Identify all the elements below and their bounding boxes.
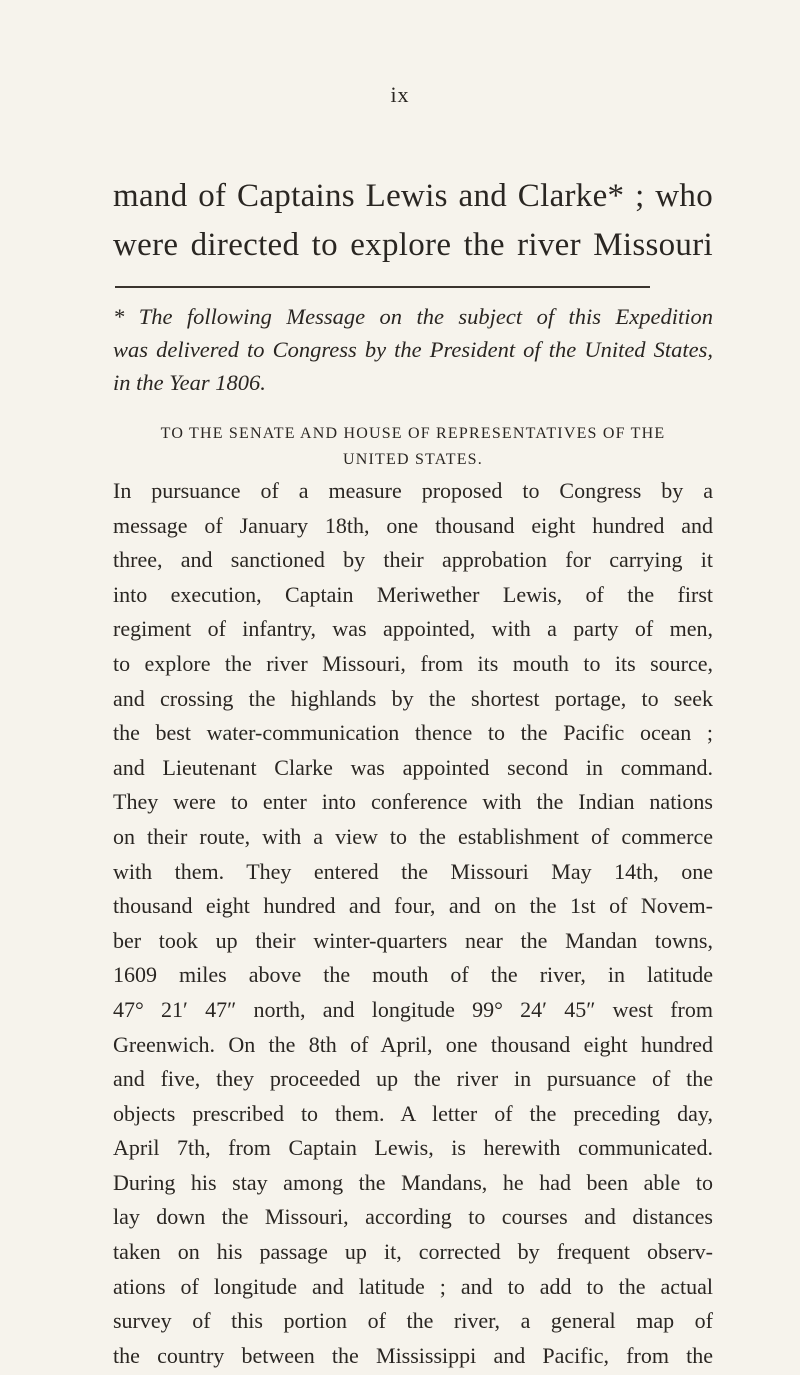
message-body-line: and five, they proceeded up the river in pursuance of the — [113, 1066, 713, 1092]
message-body-line: into execution, Captain Meriwether Lewis, of the first — [113, 581, 713, 607]
message-address — [113, 421, 713, 473]
footnote-intro-line: * The following Message on the subject of this Expedition — [113, 304, 713, 329]
message-body-line: regiment of infantry, was appointed, with a party of men, — [113, 616, 713, 642]
message-body-line: objects prescribed to them. A letter of the preceding day, — [113, 1100, 713, 1126]
message-body-line: In pursuance of a measure proposed to Congress by a — [113, 478, 713, 503]
message-body-line: 1609 miles above the mouth of the river, in latitude — [113, 962, 713, 988]
address-line: UNITED STATES. — [343, 451, 483, 468]
footnote-divider — [115, 286, 650, 288]
footnote-intro-line: in the Year 1806. — [113, 370, 266, 395]
message-body-line: April 7th, from Captain Lewis, is herewith communicated. — [113, 1135, 713, 1161]
message-body-line: ations of longitude and latitude ; and to add to the actual — [113, 1273, 713, 1299]
message-body-line: the country between the Mississippi and Pacific, from the — [113, 1342, 713, 1368]
message-body-line: ber took up their winter-quarters near the Mandan towns, — [113, 927, 713, 953]
message-body-line: thousand eight hundred and four, and on the 1st of Novem- — [113, 893, 713, 919]
message-body-line: During his stay among the Mandans, he had been able to — [113, 1169, 713, 1195]
message-body-line: three, and sanctioned by their approbation for carrying it — [113, 547, 713, 573]
message-body-line: and crossing the highlands by the shortest portage, to seek — [113, 685, 713, 711]
message-body-line: on their route, with a view to the establishment of commerce — [113, 823, 713, 849]
message-body-line: message of January 18th, one thousand eight hundred and — [113, 512, 713, 538]
message-body-line: with them. They entered the Missouri May 14th, one — [113, 858, 713, 884]
main-text-line: mand of Captains Lewis and Clarke* ; who — [113, 178, 713, 214]
address-line: TO THE SENATE AND HOUSE OF REPRESENTATIVES OF THE — [160, 425, 666, 442]
message-body-line: and Lieutenant Clarke was appointed second in command. — [113, 754, 713, 780]
main-text-line: were directed to explore the river Missouri — [113, 227, 713, 263]
main-text — [113, 172, 713, 270]
message-body-line: 47° 21′ 47″ north, and longitude 99° 24′ 45″ west from — [113, 996, 713, 1022]
message-body-line: Greenwich. On the 8th of April, one thousand eight hundred — [113, 1031, 713, 1057]
message-body-line: They were to enter into conference with the Indian nations — [113, 789, 713, 815]
message-body-line: survey of this portion of the river, a general map of — [113, 1308, 713, 1334]
footnote-intro — [113, 300, 713, 399]
message-body — [113, 474, 713, 1373]
message-body-line: to explore the river Missouri, from its mouth to its source, — [113, 650, 713, 676]
message-body-line: lay down the Missouri, according to courses and distances — [113, 1204, 713, 1230]
page-number: ix — [390, 82, 410, 107]
footnote-intro-line: was delivered to Congress by the President of the United States, — [113, 337, 713, 362]
message-body-line: the best water-communication thence to the Pacific ocean ; — [113, 720, 713, 746]
message-body-line: taken on his passage up it, corrected by frequent observ- — [113, 1239, 713, 1265]
